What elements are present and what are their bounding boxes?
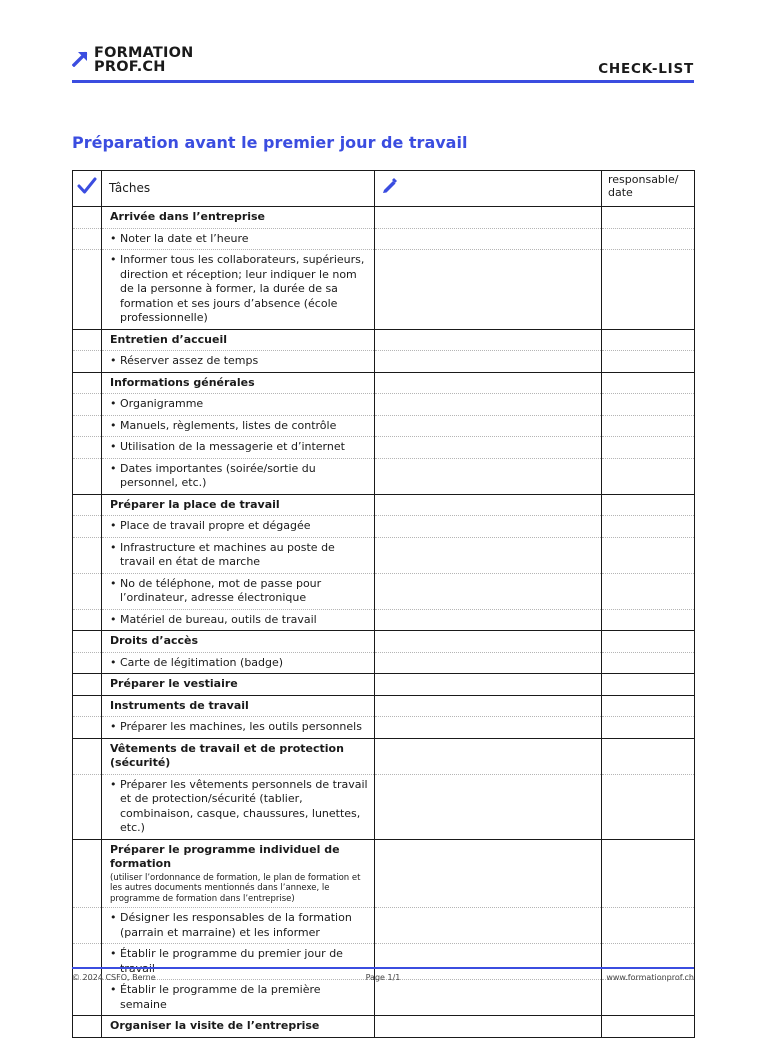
section-row bbox=[73, 631, 695, 653]
task-cell bbox=[102, 250, 375, 330]
responsible-date-cell[interactable] bbox=[602, 839, 695, 908]
section-row bbox=[73, 1016, 695, 1038]
logo-line-2: PROF.CH bbox=[94, 59, 166, 75]
task-text: Établir le programme du premier jour de bbox=[120, 947, 343, 960]
responsible-date-cell[interactable] bbox=[602, 1016, 695, 1038]
section-title: Vêtements de travail et de protection (sécurité) bbox=[110, 741, 344, 769]
task-item bbox=[110, 419, 368, 434]
notes-cell[interactable] bbox=[375, 738, 602, 774]
task-cell bbox=[102, 537, 375, 573]
section-title-cell bbox=[102, 695, 375, 717]
section-row bbox=[73, 839, 695, 908]
responsible-date-cell[interactable] bbox=[602, 609, 695, 631]
task-cell bbox=[102, 717, 375, 739]
task-text: Établir le programme de la première semaine bbox=[120, 983, 321, 1011]
task-text: Informer tous les collaborateurs, supérieurs, direction et réception; leur indiquer le nom de la personne à former, la durée de sa formation et ses jours d’absence (école professionnelle) bbox=[120, 253, 365, 324]
checkmark-icon bbox=[77, 177, 97, 195]
section-title-cell bbox=[102, 207, 375, 229]
responsible-date-cell[interactable] bbox=[602, 652, 695, 674]
checkbox-cell[interactable] bbox=[73, 516, 102, 538]
task-row bbox=[73, 908, 695, 944]
task-row bbox=[73, 980, 695, 1016]
section-title: Organiser la visite de l’entreprise bbox=[110, 1019, 320, 1032]
task-text: Préparer les machines, les outils personnels bbox=[120, 720, 362, 733]
section-title-cell bbox=[102, 329, 375, 351]
checkbox-cell[interactable] bbox=[73, 437, 102, 459]
section-row bbox=[73, 738, 695, 774]
notes-cell[interactable] bbox=[375, 329, 602, 351]
task-row bbox=[73, 717, 695, 739]
bullet-icon: • bbox=[110, 253, 117, 266]
checkbox-cell[interactable] bbox=[73, 980, 102, 1016]
task-cell bbox=[102, 573, 375, 609]
task-row bbox=[73, 458, 695, 494]
bullet-icon: • bbox=[110, 947, 117, 960]
notes-cell[interactable] bbox=[375, 774, 602, 839]
task-row bbox=[73, 437, 695, 459]
bullet-icon: • bbox=[110, 911, 117, 924]
section-title-cell bbox=[102, 738, 375, 774]
task-cell bbox=[102, 394, 375, 416]
section-title-cell bbox=[102, 1016, 375, 1038]
header-divider bbox=[72, 80, 694, 83]
document-type: CHECK-LIST bbox=[598, 61, 694, 77]
task-text: Organigramme bbox=[120, 397, 204, 410]
task-item bbox=[110, 232, 368, 247]
notes-cell[interactable] bbox=[375, 674, 602, 696]
task-item bbox=[110, 656, 368, 671]
bullet-icon: • bbox=[110, 777, 117, 791]
task-item bbox=[110, 354, 368, 369]
responsible-date-cell[interactable] bbox=[602, 351, 695, 373]
task-text: No de téléphone, mot de passe pour l’ordinateur, adresse électronique bbox=[120, 576, 322, 604]
bullet-icon: • bbox=[110, 576, 117, 590]
task-item bbox=[110, 983, 368, 1012]
checkbox-cell[interactable] bbox=[73, 329, 102, 351]
task-item bbox=[110, 613, 368, 628]
responsible-date-cell[interactable] bbox=[602, 329, 695, 351]
bullet-icon: • bbox=[110, 461, 117, 475]
task-row bbox=[73, 250, 695, 330]
notes-cell[interactable] bbox=[375, 609, 602, 631]
responsible-date-cell[interactable] bbox=[602, 695, 695, 717]
checkbox-cell[interactable] bbox=[73, 908, 102, 944]
responsible-date-cell[interactable] bbox=[602, 458, 695, 494]
task-text: Utilisation de la messagerie et d’internet bbox=[120, 440, 345, 453]
checkbox-cell[interactable] bbox=[73, 207, 102, 229]
bullet-icon: • bbox=[110, 231, 117, 245]
notes-cell[interactable] bbox=[375, 207, 602, 229]
checkbox-cell[interactable] bbox=[73, 494, 102, 516]
task-text: Infrastructure et machines au poste de travail en état de marche bbox=[120, 540, 335, 568]
section-row bbox=[73, 695, 695, 717]
section-title: Préparer la place de travail bbox=[110, 497, 280, 511]
notes-cell[interactable] bbox=[375, 631, 602, 653]
notes-cell[interactable] bbox=[375, 980, 602, 1016]
responsible-date-cell[interactable] bbox=[602, 228, 695, 250]
notes-cell[interactable] bbox=[375, 458, 602, 494]
notes-cell[interactable] bbox=[375, 717, 602, 739]
notes-cell[interactable] bbox=[375, 1016, 602, 1038]
responsible-date-cell[interactable] bbox=[602, 774, 695, 839]
bullet-icon: • bbox=[110, 418, 117, 432]
bullet-icon: • bbox=[110, 612, 117, 626]
task-item bbox=[110, 778, 368, 836]
task-item bbox=[110, 397, 368, 412]
section-note: (utiliser l’ordonnance de formation, le plan de formation et les autres documents mentionnés dans l’annexe, le programme de formation dans l’entreprise) bbox=[110, 872, 361, 904]
task-item bbox=[110, 911, 368, 940]
task-row bbox=[73, 652, 695, 674]
task-row bbox=[73, 573, 695, 609]
checkbox-cell[interactable] bbox=[73, 573, 102, 609]
responsible-date-cell[interactable] bbox=[602, 394, 695, 416]
task-item bbox=[110, 541, 368, 570]
checkbox-cell[interactable] bbox=[73, 1016, 102, 1038]
notes-cell[interactable] bbox=[375, 652, 602, 674]
responsible-date-cell[interactable] bbox=[602, 573, 695, 609]
checkbox-cell[interactable] bbox=[73, 652, 102, 674]
task-text: Préparer les vêtements personnels de travail et de protection/sécurité (tablier, combinaison, casque, chaussures, lunettes, etc.) bbox=[120, 777, 368, 834]
task-text: Matériel de bureau, outils de travail bbox=[120, 612, 317, 626]
notes-cell[interactable] bbox=[375, 351, 602, 373]
responsible-date-cell[interactable] bbox=[602, 516, 695, 538]
task-row bbox=[73, 537, 695, 573]
bullet-icon: • bbox=[110, 440, 117, 453]
responsible-date-cell[interactable] bbox=[602, 372, 695, 394]
checkbox-cell[interactable] bbox=[73, 415, 102, 437]
bullet-icon: • bbox=[110, 397, 117, 410]
section-title-cell bbox=[102, 674, 375, 696]
section-title-cell bbox=[102, 372, 375, 394]
checkbox-cell[interactable] bbox=[73, 458, 102, 494]
notes-cell[interactable] bbox=[375, 516, 602, 538]
responsible-date-cell[interactable] bbox=[602, 908, 695, 944]
task-cell bbox=[102, 415, 375, 437]
task-cell bbox=[102, 908, 375, 944]
section-title: Préparer le programme individuel de formation bbox=[110, 842, 340, 870]
task-text: Désigner les responsables de la formation (parrain et marraine) et les informer bbox=[120, 911, 352, 939]
responsible-date-cell[interactable] bbox=[602, 631, 695, 653]
pencil-icon bbox=[380, 177, 398, 195]
notes-cell[interactable] bbox=[375, 394, 602, 416]
responsible-date-cell[interactable] bbox=[602, 738, 695, 774]
responsible-date-cell[interactable] bbox=[602, 437, 695, 459]
table-header-row bbox=[73, 171, 695, 207]
footer-url: www.formationprof.ch bbox=[606, 973, 694, 982]
task-text: Dates importantes (soirée/sortie du personnel, etc.) bbox=[120, 461, 316, 489]
checkbox-cell[interactable] bbox=[73, 717, 102, 739]
task-item bbox=[110, 947, 368, 976]
section-row bbox=[73, 494, 695, 516]
task-text: Noter la date et l’heure bbox=[120, 231, 249, 245]
header-tasks: Tâches bbox=[102, 171, 375, 207]
checklist-table bbox=[72, 170, 695, 1038]
section-title: Arrivée dans l’entreprise bbox=[110, 210, 266, 223]
section-row bbox=[73, 207, 695, 229]
bullet-icon: • bbox=[110, 983, 117, 996]
section-row bbox=[73, 674, 695, 696]
responsible-date-cell[interactable] bbox=[602, 494, 695, 516]
footer-divider bbox=[72, 967, 694, 969]
section-title: Informations générales bbox=[110, 375, 255, 389]
task-cell bbox=[102, 774, 375, 839]
task-cell bbox=[102, 980, 375, 1016]
checkbox-cell[interactable] bbox=[73, 674, 102, 696]
checkbox-cell[interactable] bbox=[73, 372, 102, 394]
task-item bbox=[110, 253, 368, 326]
responsible-date-cell[interactable] bbox=[602, 537, 695, 573]
notes-cell[interactable] bbox=[375, 839, 602, 908]
bullet-icon: • bbox=[110, 655, 117, 669]
notes-cell[interactable] bbox=[375, 250, 602, 330]
checkbox-cell[interactable] bbox=[73, 537, 102, 573]
task-row bbox=[73, 609, 695, 631]
section-title-cell bbox=[102, 631, 375, 653]
task-cell bbox=[102, 609, 375, 631]
header-check-cell bbox=[73, 171, 102, 207]
logo bbox=[72, 46, 193, 74]
task-text: Place de travail propre et dégagée bbox=[120, 519, 311, 532]
section-row bbox=[73, 329, 695, 351]
checkbox-cell[interactable] bbox=[73, 394, 102, 416]
task-cell bbox=[102, 437, 375, 459]
responsible-date-cell[interactable] bbox=[602, 717, 695, 739]
task-item bbox=[110, 577, 368, 606]
checkbox-cell[interactable] bbox=[73, 695, 102, 717]
section-row bbox=[73, 372, 695, 394]
page-header bbox=[72, 44, 694, 82]
logo-text bbox=[94, 46, 193, 74]
checkbox-cell[interactable] bbox=[73, 351, 102, 373]
notes-cell[interactable] bbox=[375, 695, 602, 717]
notes-cell[interactable] bbox=[375, 908, 602, 944]
checkbox-cell[interactable] bbox=[73, 250, 102, 330]
task-row bbox=[73, 351, 695, 373]
footer-page-number: Page 1/1 bbox=[365, 973, 401, 982]
task-text: Réserver assez de temps bbox=[120, 354, 259, 367]
section-title-cell bbox=[102, 839, 375, 908]
responsible-date-cell[interactable] bbox=[602, 207, 695, 229]
arrow-up-right-icon bbox=[72, 49, 90, 67]
checkbox-cell[interactable] bbox=[73, 839, 102, 908]
task-cell bbox=[102, 228, 375, 250]
task-text: Carte de légitimation (badge) bbox=[120, 655, 284, 669]
notes-cell[interactable] bbox=[375, 437, 602, 459]
notes-cell[interactable] bbox=[375, 372, 602, 394]
notes-cell[interactable] bbox=[375, 573, 602, 609]
notes-cell[interactable] bbox=[375, 228, 602, 250]
bullet-icon: • bbox=[110, 540, 117, 554]
section-title: Entretien d’accueil bbox=[110, 332, 227, 346]
section-title: Instruments de travail bbox=[110, 698, 249, 712]
task-cell bbox=[102, 351, 375, 373]
task-cell bbox=[102, 516, 375, 538]
checkbox-cell[interactable] bbox=[73, 738, 102, 774]
section-title: Préparer le vestiaire bbox=[110, 677, 238, 690]
task-item bbox=[110, 519, 368, 534]
task-row bbox=[73, 228, 695, 250]
bullet-icon: • bbox=[110, 720, 117, 733]
responsible-date-cell[interactable] bbox=[602, 250, 695, 330]
page-title: Préparation avant le premier jour de travail bbox=[72, 133, 468, 152]
notes-cell[interactable] bbox=[375, 537, 602, 573]
task-row bbox=[73, 774, 695, 839]
task-cell bbox=[102, 458, 375, 494]
footer-copyright: © 2024 CSFO, Berne bbox=[72, 973, 156, 982]
notes-cell[interactable] bbox=[375, 415, 602, 437]
responsible-date-cell[interactable] bbox=[602, 415, 695, 437]
checkbox-cell[interactable] bbox=[73, 774, 102, 839]
header-responsible: responsable/ date bbox=[602, 171, 695, 207]
task-row bbox=[73, 516, 695, 538]
task-cell bbox=[102, 652, 375, 674]
checkbox-cell[interactable] bbox=[73, 609, 102, 631]
section-title-cell bbox=[102, 494, 375, 516]
section-title: Droits d’accès bbox=[110, 634, 199, 647]
checkbox-cell[interactable] bbox=[73, 631, 102, 653]
responsible-date-cell[interactable] bbox=[602, 674, 695, 696]
bullet-icon: • bbox=[110, 519, 117, 532]
task-text: Manuels, règlements, listes de contrôle bbox=[120, 418, 337, 432]
bullet-icon: • bbox=[110, 354, 117, 367]
header-note-cell bbox=[375, 171, 602, 207]
task-item bbox=[110, 440, 368, 455]
notes-cell[interactable] bbox=[375, 494, 602, 516]
responsible-date-cell[interactable] bbox=[602, 980, 695, 1016]
task-item bbox=[110, 462, 368, 491]
task-item bbox=[110, 720, 368, 735]
logo-line-1: FORMATION bbox=[94, 45, 194, 61]
task-row bbox=[73, 394, 695, 416]
checkbox-cell[interactable] bbox=[73, 228, 102, 250]
task-row bbox=[73, 415, 695, 437]
